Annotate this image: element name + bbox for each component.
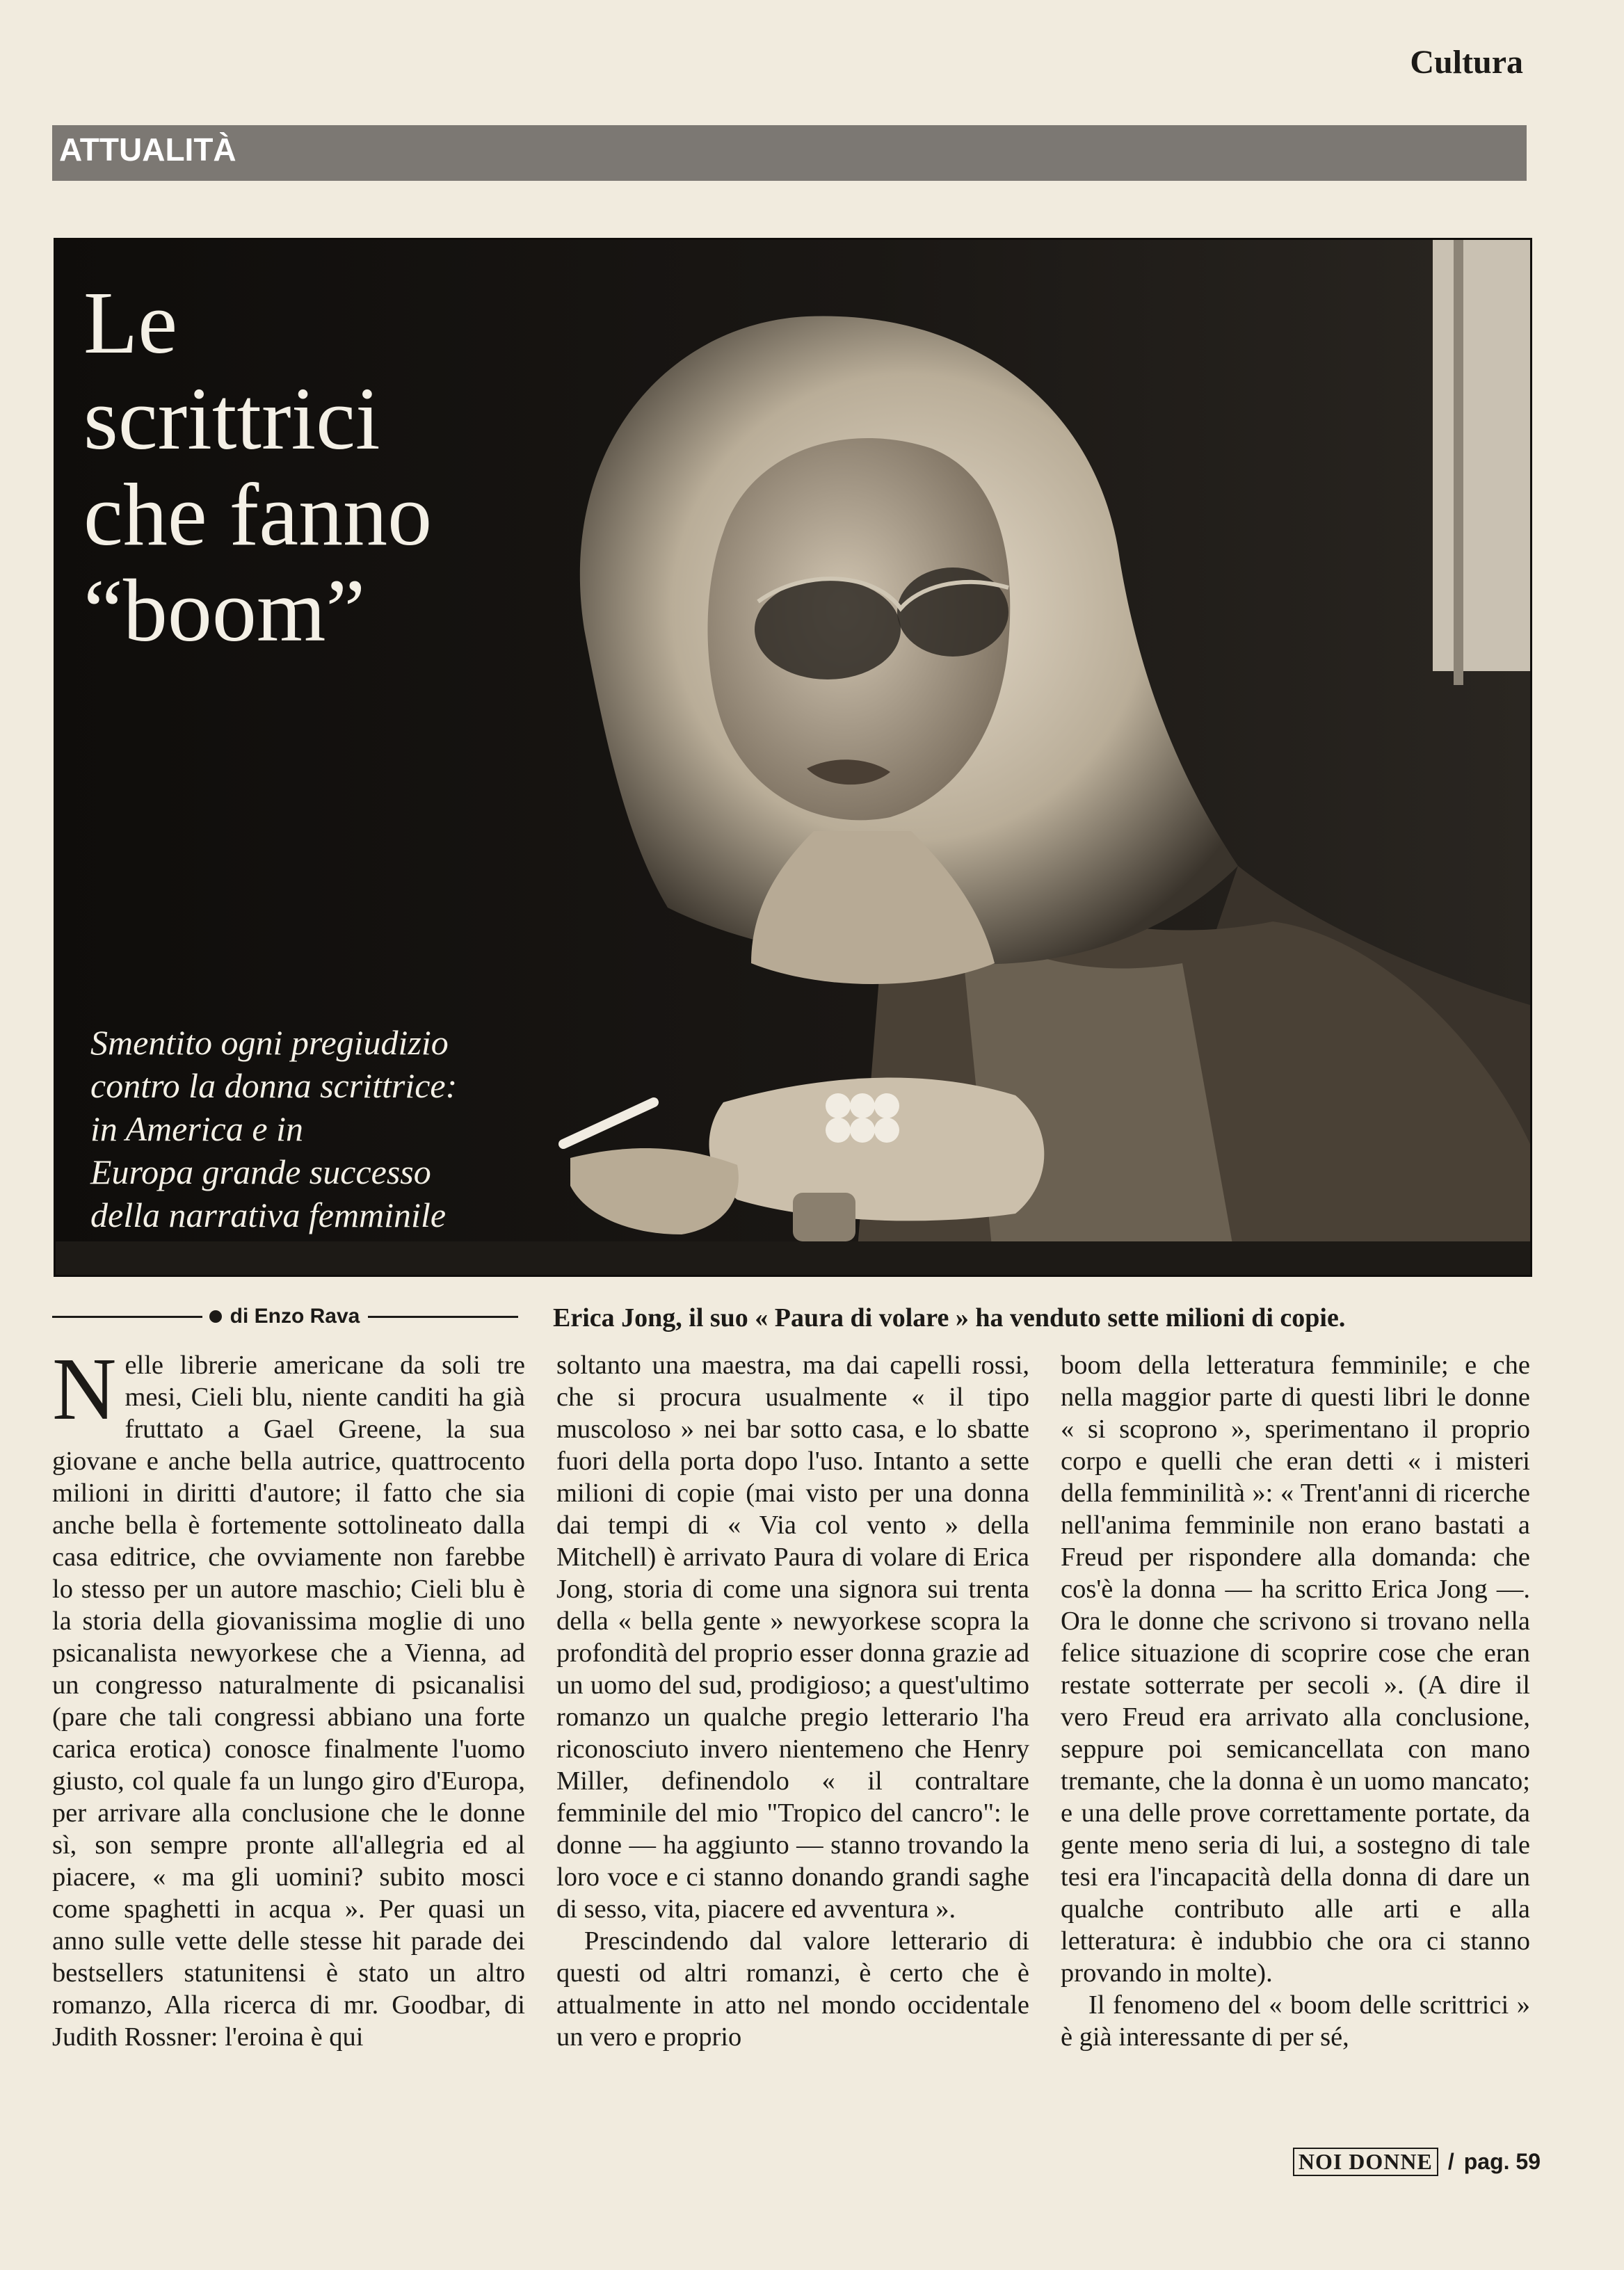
article-column-2 (556, 1349, 1029, 2053)
headline-line: che fanno (83, 465, 433, 564)
article-paragraph: Prescindendo dal valore letterario di questi od altri romanzi, è certo che è attualmente in atto nel mondo occidentale un vero e proprio (556, 1926, 1029, 2052)
deck-line: Europa grande successo (90, 1152, 431, 1191)
byline-rule-left (52, 1316, 202, 1318)
article-paragraph: soltanto una maestra, ma dai capelli rossi, che si procura usualmente « il tipo muscoloso » nei bar sotto casa, e lo sbatte fuori della porta dopo l'uso. Intanto a sette milioni di copie (mai visto per una donna dai tempi di « Via col vento » della Mitchell) è arrivato Paura di volare di Erica Jong, storia di come una signora sui trenta della « bella gente » newyorkese scopra la profondità del proprio esser donna grazie ad un uomo del sud, prodigioso; a quest'ultimo romanzo un qualche pregio letterario l'ha riconosciuto invero nientemeno che Henry Miller, definendolo « il contraltare femminile del mio "Tropico del cancro": le donne — ha aggiunto — stanno trovando la loro voce e ci stanno donando grandi saghe di sesso, vita, piacere ed avventura ». (556, 1351, 1029, 1924)
section-label: Cultura (1410, 44, 1523, 81)
bullet-icon (209, 1310, 222, 1323)
article-column-3 (1061, 1349, 1530, 2053)
category-bar (52, 125, 1527, 181)
footer-separator: / (1447, 2149, 1454, 2174)
category-label: ATTUALITÀ (59, 131, 236, 168)
byline-author: di Enzo Rava (230, 1305, 360, 1328)
headline-line: scrittrici (83, 369, 380, 468)
page-footer (1293, 2148, 1541, 2176)
byline (52, 1305, 518, 1328)
headline-line: Le (83, 273, 177, 372)
photo-caption: Erica Jong, il suo « Paura di volare » ha venduto sette milioni di copie. (553, 1303, 1346, 1333)
deck-line: Smentito ogni pregiudizio (90, 1023, 449, 1062)
magazine-logo: NOI DONNE (1293, 2148, 1438, 2176)
page-number: pag. 59 (1463, 2149, 1541, 2174)
drop-cap: N (52, 1339, 117, 1438)
article-column-1 (52, 1339, 525, 2053)
byline-rule-right (368, 1316, 518, 1318)
headline (83, 275, 432, 659)
article-paragraph: boom della letteratura femminile; e che nella maggior parte di questi libri le donne « si scoprono », sperimentano il proprio corpo e quelli che eran detti « i misteri della femminilità »: « Trent'anni di ricerche nell'anima femminile non erano bastati a Freud per rispondere alla domanda: che cos'è la donna — ha scritto Erica Jong —. Ora le donne che scrivono si trovano nella felice situazione di scoprire cose che eran restate sotterrate per secoli ». (A dire il vero Freud era arrivato alla conclusione, seppure poi semicancellata con mano tremante, che la donna è un uomo mancato; e una delle prove correttamente portate, da gente meno seria di lui, a sostegno di tale tesi era l'incapacità della donna di dare un qualche contributo alle arti e alla letteratura: è indubbio che ora ci stanno provando in molte). (1061, 1351, 1530, 1988)
headline-line: “boom” (83, 561, 366, 660)
deck-line: della narrativa femminile (90, 1196, 447, 1234)
deck-subtitle (90, 1021, 457, 1237)
deck-line: contro la donna scrittrice: (90, 1066, 458, 1105)
article-paragraph: Il fenomeno del « boom delle scrittrici » è già interessante di per sé, (1061, 1990, 1530, 2052)
deck-line: in America e in (90, 1109, 303, 1148)
article-paragraph: elle librerie americane da soli tre mesi, Cieli blu, niente canditi ha già fruttato a Gael Greene, la sua giovane e anche bella autrice, quattrocento milioni in diritti d'autore; il fatto che sia anche bella è fortemente sottolineato dalla casa editrice, che ovviamente non farebbe lo stesso per un autore maschio; Cieli blu è la storia della giovanissima moglie di uno psicanalista newyorkese che a Vienna, ad un congresso naturalmente di psicanalisi (pare che tali congressi abbiano una forte carica erotica) conosce finalmente l'uomo giusto, col quale fa un lungo giro d'Europa, per arrivare alla conclusione che le donne sì, son sempre pronte all'allegria ed al piacere, « ma gli uomini? subito mosci come spaghetti in acqua ». Per quasi un anno sulle vette delle stesse hit parade dei bestsellers statunitensi è stato un altro romanzo, Alla ricerca di mr. Goodbar, di Judith Rossner: l'eroina è qui (52, 1351, 525, 2052)
